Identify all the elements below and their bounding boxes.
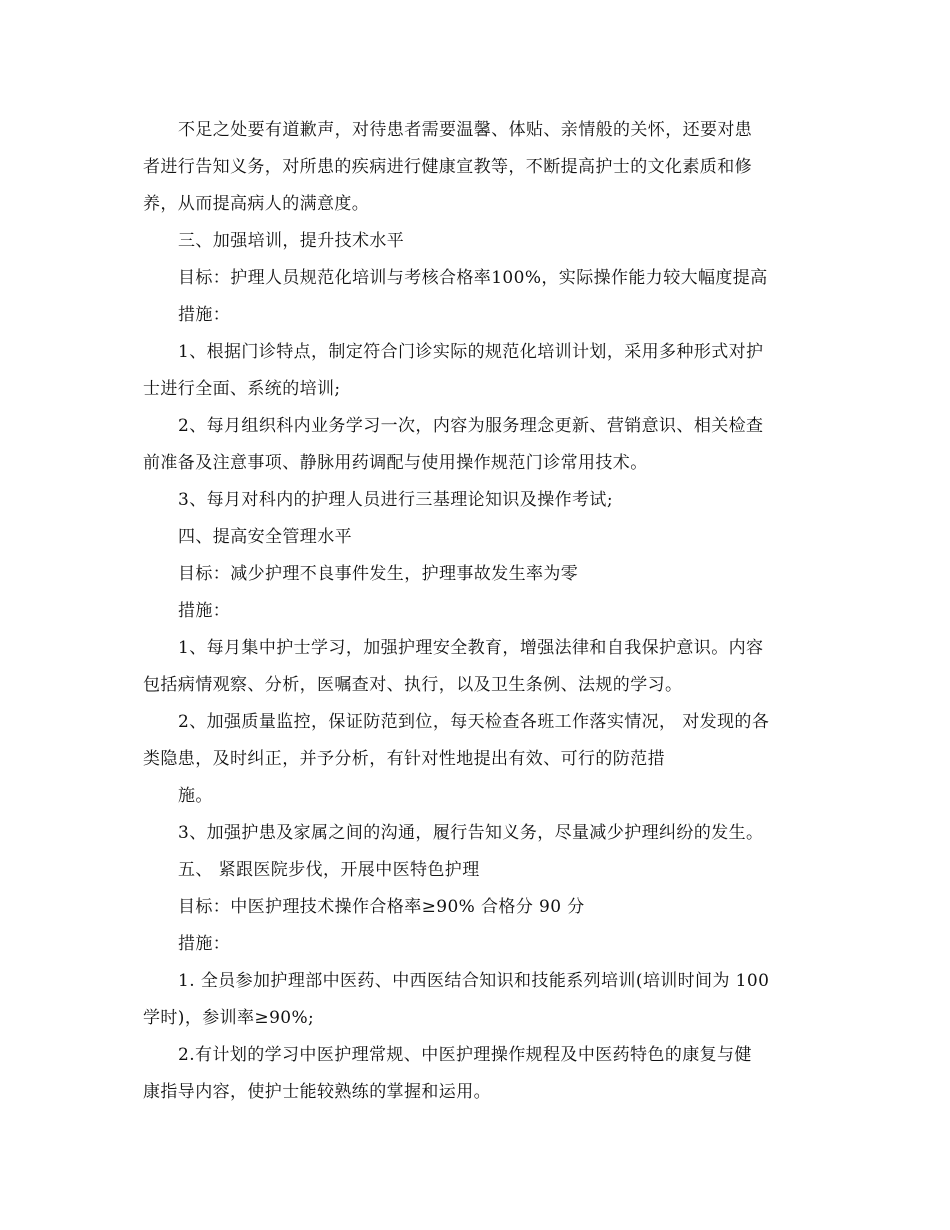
paragraph-line: 前准备及注意事项、静脉用药调配与使用操作规范门诊常用技术。 bbox=[143, 453, 648, 473]
section-heading: 三、加强培训，提升技术水平 bbox=[178, 231, 405, 251]
paragraph-line: 3、加强护患及家属之间的沟通，履行告知义务，尽量减少护理纠纷的发生。 bbox=[178, 823, 764, 843]
paragraph-line: 2.有计划的学习中医护理常规、中医护理操作规程及中医药特色的康复与健 bbox=[178, 1045, 752, 1065]
paragraph-line: 1、每月集中护士学习，加强护理安全教育，增强法律和自我保护意识。内容 bbox=[178, 638, 764, 658]
paragraph-line: 者进行告知义务，对所患的疾病进行健康宣教等，不断提高护士的文化素质和修 bbox=[143, 157, 752, 177]
measures-label: 措施： bbox=[178, 305, 231, 325]
paragraph-line: 士进行全面、系统的培训; bbox=[143, 379, 341, 399]
goal-line: 目标：中医护理技术操作合格率≥90% 合格分 90 分 bbox=[178, 897, 585, 917]
paragraph-line: 学时)，参训率≥90%; bbox=[143, 1008, 315, 1028]
paragraph-line: 1、根据门诊特点，制定符合门诊实际的规范化培训计划，采用多种形式对护 bbox=[178, 342, 764, 362]
section-heading: 五、 紧跟医院步伐，开展中医特色护理 bbox=[178, 860, 480, 880]
paragraph-line: 包括病情观察、分析，医嘱查对、执行，以及卫生条例、法规的学习。 bbox=[143, 675, 683, 695]
goal-line: 目标：护理人员规范化培训与考核合格率100%，实际操作能力较大幅度提高 bbox=[178, 268, 768, 288]
paragraph-line: 2、加强质量监控，保证防范到位，每天检查各班工作落实情况， 对发现的各 bbox=[178, 712, 770, 732]
measures-label: 措施： bbox=[178, 601, 231, 621]
paragraph-line: 2、每月组织科内业务学习一次，内容为服务理念更新、营销意识、相关检查 bbox=[178, 416, 764, 436]
goal-line: 目标：减少护理不良事件发生，护理事故发生率为零 bbox=[178, 564, 579, 584]
section-heading: 四、提高安全管理水平 bbox=[178, 527, 352, 547]
paragraph-line: 3、每月对科内的护理人员进行三基理论知识及操作考试; bbox=[178, 490, 613, 510]
paragraph-line: 不足之处要有道歉声，对待患者需要温馨、体贴、亲情般的关怀，还要对患 bbox=[178, 120, 753, 140]
paragraph-line: 施。 bbox=[178, 786, 213, 806]
paragraph-line: 类隐患，及时纠正，并予分析，有针对性地提出有效、可行的防范措 bbox=[143, 749, 665, 769]
paragraph-line: 养，从而提高病人的满意度。 bbox=[143, 194, 370, 214]
measures-label: 措施： bbox=[178, 934, 231, 954]
paragraph-line: 1. 全员参加护理部中医药、中西医结合知识和技能系列培训(培训时间为 100 bbox=[178, 971, 770, 991]
paragraph-line: 康指导内容，使护士能较熟练的掌握和运用。 bbox=[143, 1082, 491, 1102]
